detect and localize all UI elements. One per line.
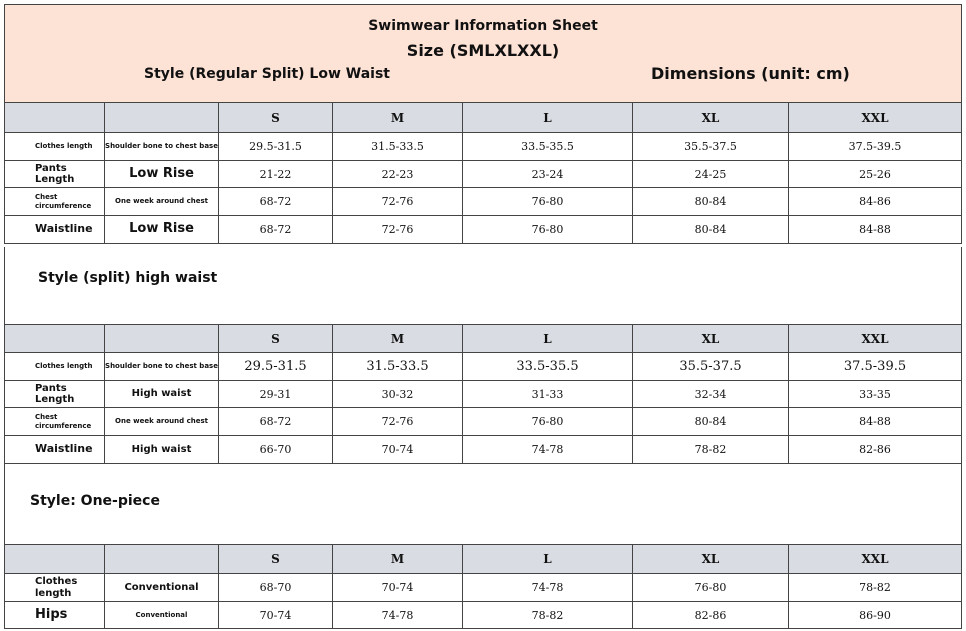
row-sublabel: Conventional [105, 574, 219, 602]
value-cell: 35.5-37.5 [633, 353, 789, 381]
value-cell: 76-80 [463, 216, 633, 244]
table-row [5, 133, 962, 161]
value-cell: 82-86 [633, 602, 789, 629]
value-cell: 84-88 [789, 408, 962, 436]
size-header: XXL [789, 103, 962, 133]
size-header: L [463, 103, 633, 133]
value-cell: 37.5-39.5 [789, 133, 962, 161]
row-sublabel: Shoulder bone to chest base [105, 353, 219, 381]
table-row [5, 188, 962, 216]
size-header: L [463, 545, 633, 574]
table-row [5, 574, 962, 602]
header-blank [105, 545, 219, 574]
value-cell: 76-80 [463, 188, 633, 216]
frame-line [961, 4, 962, 102]
row-sublabel: Shoulder bone to chest base [105, 133, 219, 161]
value-cell: 33.5-35.5 [463, 133, 633, 161]
row-sublabel: Low Rise [105, 216, 219, 244]
value-cell: 80-84 [633, 408, 789, 436]
row-sublabel: Conventional [105, 602, 219, 629]
header-blank [105, 103, 219, 133]
value-cell: 22-23 [333, 161, 463, 188]
frame-line [4, 463, 5, 545]
size-table-low-waist [4, 102, 962, 244]
header-blank [5, 325, 105, 353]
value-cell: 86-90 [789, 602, 962, 629]
row-label: Clothes length [5, 133, 105, 161]
value-cell: 33-35 [789, 381, 962, 408]
size-header: M [333, 103, 463, 133]
value-cell: 72-76 [333, 408, 463, 436]
size-header: M [333, 325, 463, 353]
value-cell: 72-76 [333, 216, 463, 244]
row-label: Waistline [5, 436, 105, 464]
size-header: XL [633, 545, 789, 574]
size-range: Size (SMLXLXXL) [406, 41, 560, 60]
dimensions-unit: Dimensions (unit: cm) [651, 64, 850, 83]
value-cell: 70-74 [333, 436, 463, 464]
header-band [4, 4, 962, 102]
frame-line [4, 247, 5, 325]
section-title-one-piece: Style: One-piece [30, 493, 160, 509]
frame-line [4, 4, 962, 5]
row-label: Clothes length [5, 353, 105, 381]
row-sublabel: High waist [105, 381, 219, 408]
table-row [5, 408, 962, 436]
value-cell: 31.5-33.5 [333, 133, 463, 161]
header-blank [5, 545, 105, 574]
value-cell: 33.5-35.5 [463, 353, 633, 381]
value-cell: 76-80 [463, 408, 633, 436]
table-row [5, 353, 962, 381]
table-row [5, 161, 962, 188]
row-label: Waistline [5, 216, 105, 244]
value-cell: 31.5-33.5 [333, 353, 463, 381]
value-cell: 35.5-37.5 [633, 133, 789, 161]
value-cell: 29.5-31.5 [219, 133, 333, 161]
table-row [5, 216, 962, 244]
size-table-high-waist [4, 324, 962, 464]
value-cell: 74-78 [463, 574, 633, 602]
table-row [5, 436, 962, 464]
value-cell: 68-70 [219, 574, 333, 602]
value-cell: 74-78 [463, 436, 633, 464]
value-cell: 80-84 [633, 216, 789, 244]
value-cell: 68-72 [219, 216, 333, 244]
value-cell: 80-84 [633, 188, 789, 216]
value-cell: 76-80 [633, 574, 789, 602]
size-header: M [333, 545, 463, 574]
row-label: Clothes length [5, 574, 105, 602]
row-label: Pants Length [5, 161, 105, 188]
value-cell: 72-76 [333, 188, 463, 216]
frame-line [961, 463, 962, 545]
value-cell: 82-86 [789, 436, 962, 464]
value-cell: 31-33 [463, 381, 633, 408]
row-label: Chest circumference [5, 188, 105, 216]
row-sublabel: Low Rise [105, 161, 219, 188]
row-sublabel: High waist [105, 436, 219, 464]
value-cell: 30-32 [333, 381, 463, 408]
section-title-high-waist: Style (split) high waist [38, 270, 218, 286]
size-header-row [5, 545, 962, 574]
frame-line [961, 247, 962, 325]
sheet-title: Swimwear Information Sheet [368, 18, 598, 34]
size-header: XL [633, 325, 789, 353]
value-cell: 68-72 [219, 188, 333, 216]
size-header-row [5, 103, 962, 133]
style-label: Style (Regular Split) Low Waist [144, 66, 390, 82]
size-header: L [463, 325, 633, 353]
size-header: S [219, 325, 333, 353]
value-cell: 25-26 [789, 161, 962, 188]
size-header: XXL [789, 545, 962, 574]
size-header: S [219, 545, 333, 574]
value-cell: 21-22 [219, 161, 333, 188]
size-header: XXL [789, 325, 962, 353]
table-row [5, 602, 962, 629]
value-cell: 68-72 [219, 408, 333, 436]
row-label: Pants Length [5, 381, 105, 408]
row-label: Hips [5, 602, 105, 629]
size-table-one-piece [4, 544, 962, 629]
value-cell: 84-86 [789, 188, 962, 216]
value-cell: 70-74 [333, 574, 463, 602]
value-cell: 37.5-39.5 [789, 353, 962, 381]
value-cell: 29-31 [219, 381, 333, 408]
frame-line [4, 4, 5, 102]
row-sublabel: One week around chest [105, 408, 219, 436]
value-cell: 66-70 [219, 436, 333, 464]
value-cell: 78-82 [463, 602, 633, 629]
header-blank [5, 103, 105, 133]
value-cell: 78-82 [789, 574, 962, 602]
size-header-row [5, 325, 962, 353]
table-row [5, 381, 962, 408]
value-cell: 70-74 [219, 602, 333, 629]
value-cell: 24-25 [633, 161, 789, 188]
value-cell: 32-34 [633, 381, 789, 408]
value-cell: 78-82 [633, 436, 789, 464]
value-cell: 84-88 [789, 216, 962, 244]
row-label: Chest circumference [5, 408, 105, 436]
value-cell: 29.5-31.5 [219, 353, 333, 381]
header-blank [105, 325, 219, 353]
value-cell: 23-24 [463, 161, 633, 188]
size-header: XL [633, 103, 789, 133]
row-sublabel: One week around chest [105, 188, 219, 216]
value-cell: 74-78 [333, 602, 463, 629]
size-header: S [219, 103, 333, 133]
